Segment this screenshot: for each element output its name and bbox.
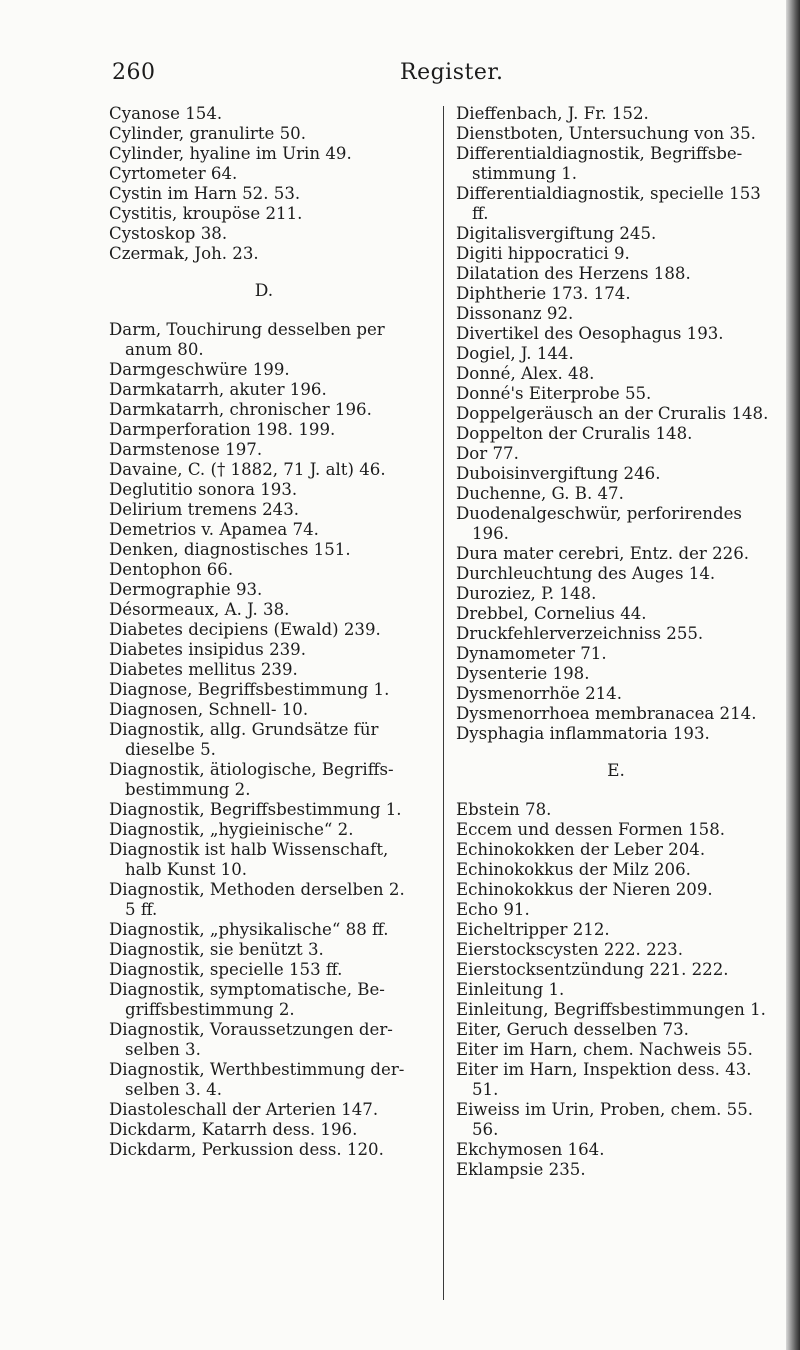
index-entry: Differentialdiagnostik, specielle 153 ff. [456, 184, 761, 223]
index-entry: Dogiel, J. 144. [456, 344, 574, 363]
index-entry: Demetrios v. Apamea 74. [109, 520, 319, 539]
index-entry: Differentialdiagnostik, Begriffsbe-stimmung 1. [456, 144, 743, 183]
index-entry: Eierstockscysten 222. 223. [456, 940, 684, 959]
entry-list-c [109, 104, 419, 264]
index-entry: Diagnostik, Werthbestimmung der-selben 3. 4. [109, 1060, 405, 1099]
index-entry: Diagnostik, allg. Grundsätze für dieselbe 5. [109, 720, 379, 759]
page-number: 260 [112, 60, 156, 85]
index-entry: Diastoleschall der Arterien 147. [109, 1100, 379, 1119]
index-entry: Darmkatarrh, chronischer 196. [109, 400, 372, 419]
index-entry: Dissonanz 92. [456, 304, 574, 323]
index-column-left [109, 104, 419, 1160]
index-entry: Diagnostik, Voraussetzungen der-selben 3. [109, 1020, 393, 1059]
index-entry: Eiter im Harn, Inspektion dess. 43. 51. [456, 1060, 752, 1099]
index-entry: Eiweiss im Urin, Proben, chem. 55. 56. [456, 1100, 754, 1139]
index-entry: Eiter, Geruch desselben 73. [456, 1020, 689, 1039]
entry-list-d [109, 320, 419, 1160]
index-entry: Diagnostik, Methoden derselben 2. 5 ff. [109, 880, 405, 919]
index-entry: Darmperforation 198. 199. [109, 420, 336, 439]
index-entry: Diagnostik, ätiologische, Begriffs-bestimmung 2. [109, 760, 394, 799]
index-entry: Darmstenose 197. [109, 440, 263, 459]
index-entry: Cystoskop 38. [109, 224, 228, 243]
index-entry: Cylinder, hyaline im Urin 49. [109, 144, 352, 163]
index-entry: Czermak, Joh. 23. [109, 244, 259, 263]
index-entry: Désormeaux, A. J. 38. [109, 600, 290, 619]
index-entry: Diagnostik, symptomatische, Be-griffsbestimmung 2. [109, 980, 385, 1019]
section-heading-d: D. [254, 281, 274, 301]
index-entry: Dermographie 93. [109, 580, 263, 599]
column-divider [443, 106, 444, 1300]
index-entry: Duroziez, P. 148. [456, 584, 597, 603]
index-entry: Diagnostik, Begriffsbestimmung 1. [109, 800, 402, 819]
index-entry: Eklampsie 235. [456, 1160, 586, 1179]
index-entry: Dysmenorrhoea membranacea 214. [456, 704, 757, 723]
index-entry: Dysmenorrhöe 214. [456, 684, 623, 703]
index-entry: Dickdarm, Katarrh dess. 196. [109, 1120, 358, 1139]
index-entry: Donné, Alex. 48. [456, 364, 595, 383]
index-entry: Denken, diagnostisches 151. [109, 540, 351, 559]
index-entry: Dickdarm, Perkussion dess. 120. [109, 1140, 384, 1159]
index-entry: Echinokokkus der Nieren 209. [456, 880, 713, 899]
index-entry: Doppelton der Cruralis 148. [456, 424, 693, 443]
index-entry: Ebstein 78. [456, 800, 552, 819]
index-entry: Eccem und dessen Formen 158. [456, 820, 726, 839]
index-entry: Eicheltripper 212. [456, 920, 610, 939]
index-entry: Dysenterie 198. [456, 664, 590, 683]
index-entry: Dienstboten, Untersuchung von 35. [456, 124, 756, 143]
index-entry: Duodenalgeschwür, perforirendes 196. [456, 504, 742, 543]
index-entry: Ekchymosen 164. [456, 1140, 605, 1159]
index-column-right [456, 104, 776, 1180]
index-entry: Drebbel, Cornelius 44. [456, 604, 647, 623]
index-entry: Darm, Touchirung desselben per anum 80. [109, 320, 385, 359]
index-entry: Darmkatarrh, akuter 196. [109, 380, 327, 399]
index-entry: Digiti hippocratici 9. [456, 244, 630, 263]
index-entry: Dor 77. [456, 444, 519, 463]
index-entry: Dilatation des Herzens 188. [456, 264, 691, 283]
index-entry: Delirium tremens 243. [109, 500, 300, 519]
index-entry: Doppelgeräusch an der Cruralis 148. [456, 404, 769, 423]
index-entry: Diphtherie 173. 174. [456, 284, 631, 303]
index-entry: Diagnostik ist halb Wissenschaft, halb Kunst 10. [109, 840, 389, 879]
entry-list-d-continued [456, 104, 776, 744]
index-entry: Diabetes mellitus 239. [109, 660, 298, 679]
index-entry: Duchenne, G. B. 47. [456, 484, 624, 503]
index-entry: Diagnostik, „physikalische“ 88 ff. [109, 920, 389, 939]
running-title: Register. [400, 60, 504, 85]
index-entry: Eierstocksentzündung 221. 222. [456, 960, 729, 979]
entry-list-e [456, 800, 776, 1180]
index-entry: Diagnose, Begriffsbestimmung 1. [109, 680, 390, 699]
section-heading-e: E. [607, 761, 625, 781]
index-entry: Einleitung 1. [456, 980, 565, 999]
index-entry: Davaine, C. († 1882, 71 J. alt) 46. [109, 460, 386, 479]
index-entry: Divertikel des Oesophagus 193. [456, 324, 724, 343]
index-entry: Deglutitio sonora 193. [109, 480, 298, 499]
index-entry: Cystin im Harn 52. 53. [109, 184, 301, 203]
index-entry: Darmgeschwüre 199. [109, 360, 290, 379]
index-entry: Einleitung, Begriffsbestimmungen 1. [456, 1000, 766, 1019]
index-entry: Echinokokken der Leber 204. [456, 840, 706, 859]
index-entry: Cyanose 154. [109, 104, 223, 123]
index-entry: Durchleuchtung des Auges 14. [456, 564, 716, 583]
page-edge-shadow [786, 0, 800, 1350]
index-entry: Echo 91. [456, 900, 530, 919]
index-entry: Dysphagia inflammatoria 193. [456, 724, 710, 743]
index-entry: Dynamometer 71. [456, 644, 607, 663]
index-entry: Donné's Eiterprobe 55. [456, 384, 652, 403]
index-entry: Diagnostik, „hygieinische“ 2. [109, 820, 354, 839]
index-entry: Digitalisvergiftung 245. [456, 224, 657, 243]
index-entry: Eiter im Harn, chem. Nachweis 55. [456, 1040, 753, 1059]
index-entry: Druckfehlerverzeichniss 255. [456, 624, 704, 643]
index-entry: Echinokokkus der Milz 206. [456, 860, 691, 879]
page-header [0, 60, 800, 90]
index-entry: Diagnosen, Schnell- 10. [109, 700, 309, 719]
index-entry: Cystitis, kroupöse 211. [109, 204, 303, 223]
index-entry: Diabetes insipidus 239. [109, 640, 307, 659]
index-entry: Diagnostik, specielle 153 ff. [109, 960, 343, 979]
index-entry: Cyrtometer 64. [109, 164, 238, 183]
index-entry: Dura mater cerebri, Entz. der 226. [456, 544, 750, 563]
index-entry: Diabetes decipiens (Ewald) 239. [109, 620, 381, 639]
index-entry: Dieffenbach, J. Fr. 152. [456, 104, 649, 123]
index-entry: Cylinder, granulirte 50. [109, 124, 306, 143]
index-entry: Duboisinvergiftung 246. [456, 464, 661, 483]
index-entry: Diagnostik, sie benützt 3. [109, 940, 324, 959]
index-entry: Dentophon 66. [109, 560, 234, 579]
